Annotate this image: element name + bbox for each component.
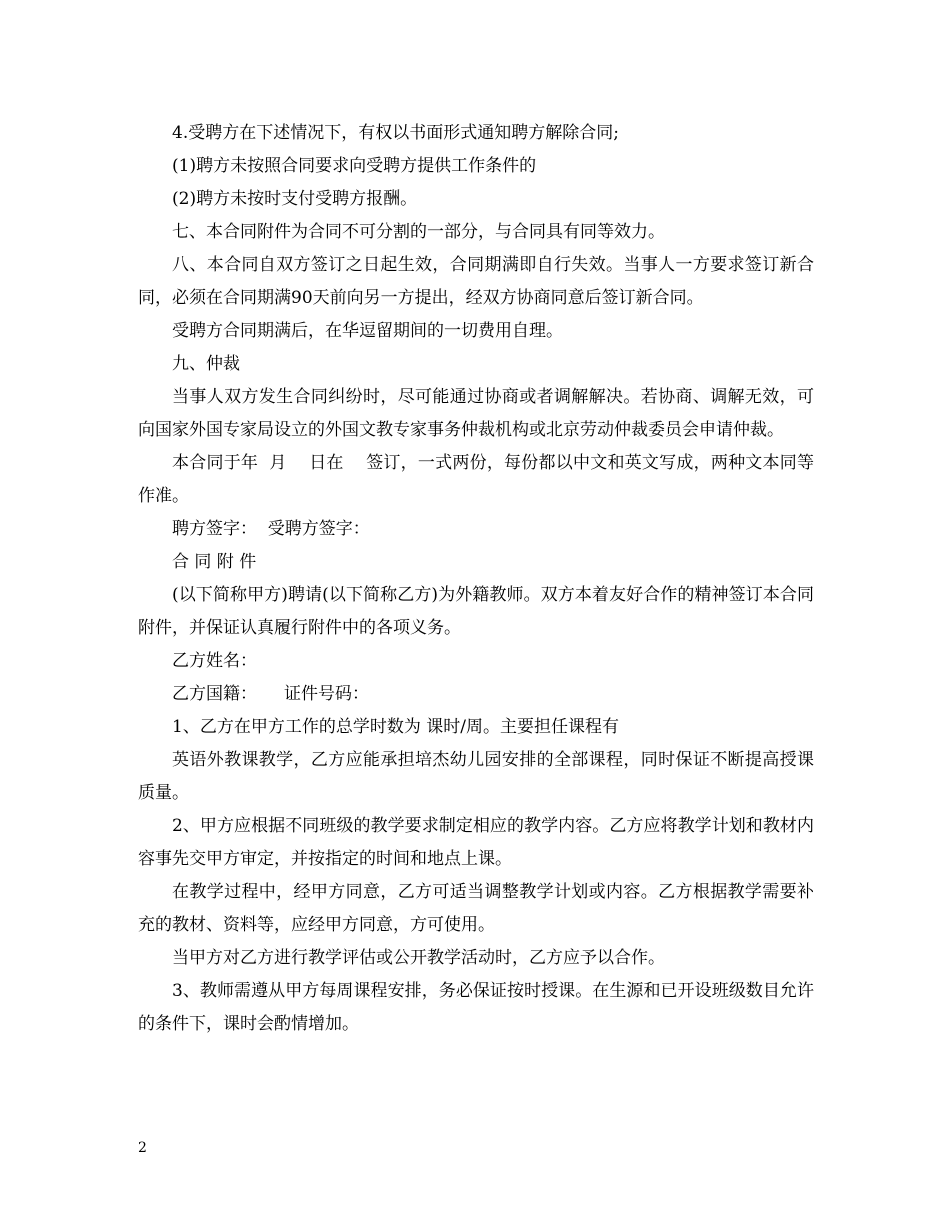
paragraph-appendix-item-3: 3、教师需遵从甲方每周课程安排，务必保证按时授课。在生源和已开设班级数目允许的条件下，课时会酌情增加。: [138, 981, 814, 1034]
paragraph-signing-date: 本合同于年 月 日在 签订，一式两份，每份都以中文和英文写成，两种文本同等作准。: [138, 453, 814, 506]
paragraph-teaching-adjustment: 在教学过程中，经甲方同意，乙方可适当调整教学计划或内容。乙方根据教学需要补充的教材、资料等，应经甲方同意，方可使用。: [138, 882, 814, 935]
paragraph-termination-right: 4.受聘方在下述情况下，有权以书面形式通知聘方解除合同;: [172, 123, 619, 143]
page-number: 2: [138, 1140, 147, 1156]
paragraph-party-b-name: 乙方姓名：: [172, 651, 257, 671]
paragraph-termination-case-1: (1)聘方未按照合同要求向受聘方提供工作条件的: [172, 156, 537, 176]
paragraph-signatures: 聘方签字： 受聘方签字：: [172, 519, 370, 539]
paragraph-termination-case-2: (2)聘方未按时支付受聘方报酬。: [172, 189, 418, 209]
paragraph-appendix-intro: (以下简称甲方)聘请(以下简称乙方)为外籍教师。双方本着友好合作的精神签订本合同附件，并保证认真履行附件中的各项义务。: [138, 585, 814, 638]
paragraph-teaching-evaluation: 当甲方对乙方进行教学评估或公开教学活动时，乙方应予以合作。: [172, 948, 665, 968]
paragraph-clause-7: 七、本合同附件为合同不可分割的一部分，与合同具有同等效力。: [172, 222, 665, 242]
paragraph-expenses: 受聘方合同期满后，在华逗留期间的一切费用自理。: [172, 321, 563, 341]
document-body: [138, 117, 814, 1041]
paragraph-appendix-item-2: 2、甲方应根据不同班级的教学要求制定相应的教学内容。乙方应将教学计划和教材内容事先交甲方审定，并按指定的时间和地点上课。: [138, 816, 814, 869]
paragraph-arbitration-heading: 九、仲裁: [172, 354, 240, 374]
paragraph-arbitration: 当事人双方发生合同纠纷时，尽可能通过协商或者调解解决。若协商、调解无效，可向国家外国专家局设立的外国文教专家事务仲裁机构或北京劳动仲裁委员会申请仲裁。: [138, 387, 814, 440]
paragraph-clause-8: 八、本合同自双方签订之日起生效，合同期满即自行失效。当事人一方要求签订新合同，必须在合同期满90天前向另一方提出，经双方协商同意后签订新合同。: [138, 255, 814, 308]
paragraph-appendix-item-1: 1、乙方在甲方工作的总学时数为 课时/周。主要担任课程有: [172, 717, 619, 737]
paragraph-party-b-nationality: 乙方国籍： 证件号码：: [172, 684, 370, 704]
paragraph-appendix-item-1-cont: 英语外教课教学，乙方应能承担培杰幼儿园安排的全部课程，同时保证不断提高授课质量。: [138, 750, 814, 803]
paragraph-appendix-title: 合 同 附 件: [172, 552, 257, 572]
